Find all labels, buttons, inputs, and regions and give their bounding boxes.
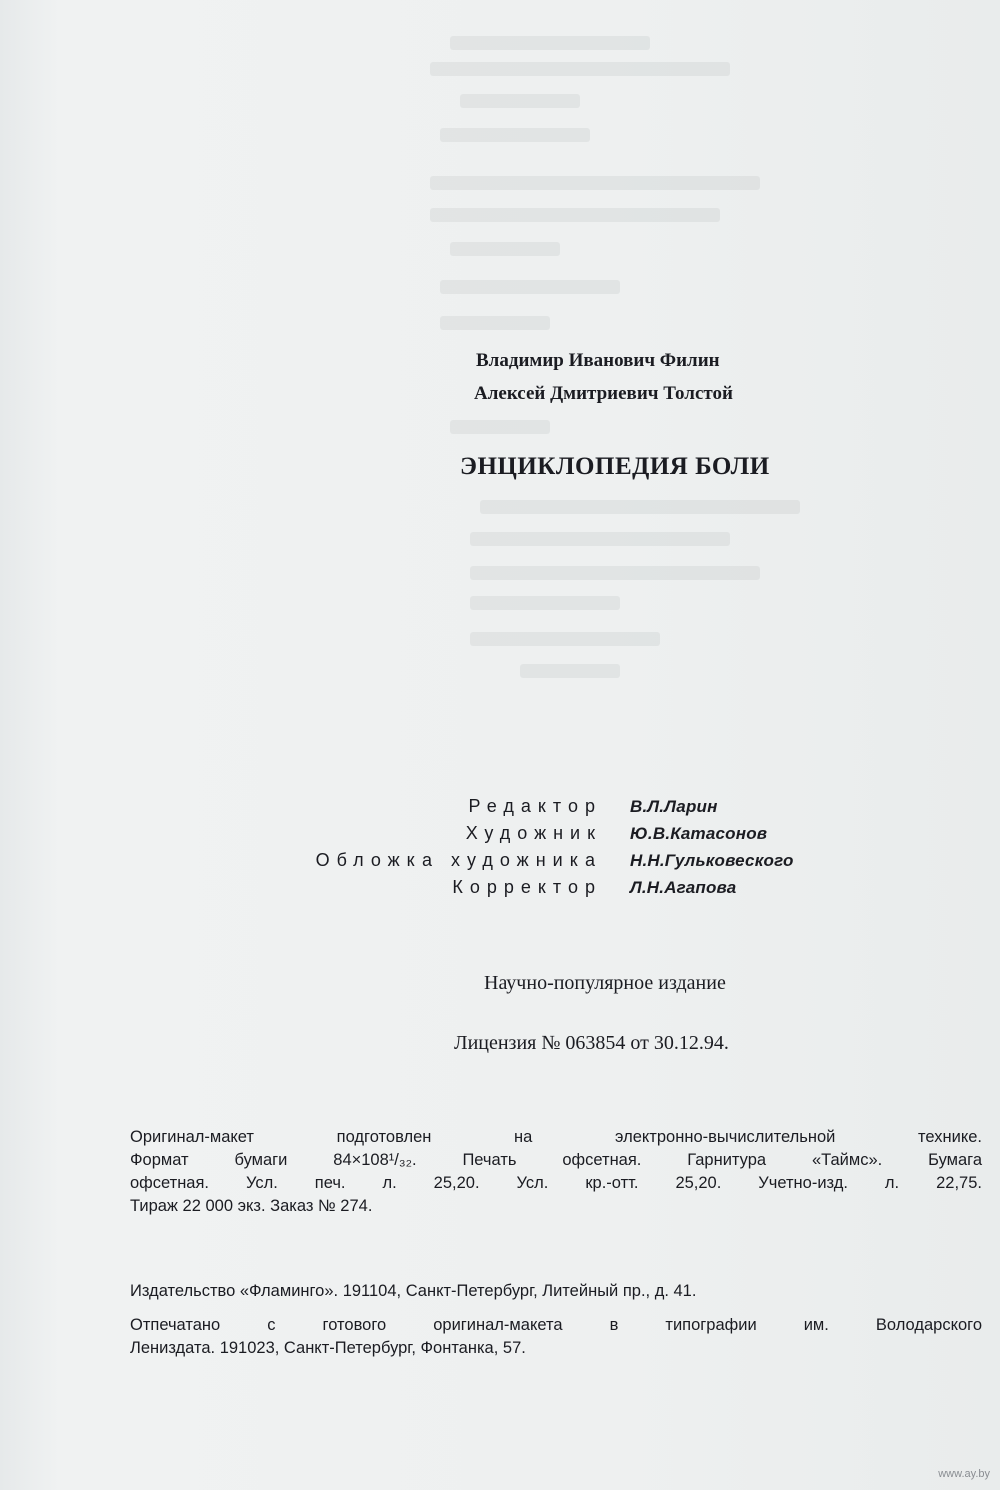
- imprint-printer: [130, 1314, 982, 1360]
- credit-editor: [240, 796, 880, 823]
- credit-role: Обложка художника: [315, 850, 602, 870]
- credit-role: Корректор: [452, 877, 602, 897]
- license-number: Лицензия № 063854 от 30.12.94.: [454, 1032, 729, 1054]
- watermark: www.ay.by: [938, 1468, 990, 1480]
- credit-person: В.Л.Ларин: [630, 797, 718, 816]
- credit-role: Художник: [465, 823, 602, 843]
- imprint-line: Отпечатано с готового оригинал-макета в типографии им. Володарского: [130, 1316, 982, 1334]
- credit-person: Л.Н.Агапова: [630, 878, 737, 897]
- credit-cover-artist: [240, 850, 880, 877]
- credit-person: Ю.В.Катасонов: [630, 824, 768, 843]
- imprint-line: Оригинал-макет подготовлен на электронно-вычислительной технике.: [130, 1128, 982, 1146]
- credit-proofreader: [240, 877, 880, 904]
- imprint-technical: [130, 1126, 982, 1218]
- imprint-line: Тираж 22 000 экз. Заказ № 274.: [130, 1197, 373, 1215]
- imprint-line: Издательство «Фламинго». 191104, Санкт-Петербург, Литейный пр., д. 41.: [130, 1282, 697, 1300]
- author-1: Владимир Иванович Филин: [476, 350, 720, 371]
- credit-artist: [240, 823, 880, 850]
- imprint-line: Формат бумаги 84×108¹/₃₂. Печать офсетная. Гарнитура «Таймс». Бумага: [130, 1151, 982, 1169]
- author-2: Алексей Дмитриевич Толстой: [474, 383, 733, 404]
- imprint-line: Лениздата. 191023, Санкт-Петербург, Фонтанка, 57.: [130, 1339, 526, 1357]
- credits-list: [240, 796, 880, 904]
- book-title: ЭНЦИКЛОПЕДИЯ БОЛИ: [460, 453, 770, 480]
- imprint-line: офсетная. Усл. печ. л. 25,20. Усл. кр.-отт. 25,20. Учетно-изд. л. 22,75.: [130, 1174, 982, 1192]
- credit-person: Н.Н.Гульковеского: [630, 851, 794, 870]
- imprint-publisher: [130, 1280, 982, 1303]
- edition-type: Научно-популярное издание: [484, 972, 726, 994]
- credit-role: Редактор: [468, 796, 602, 816]
